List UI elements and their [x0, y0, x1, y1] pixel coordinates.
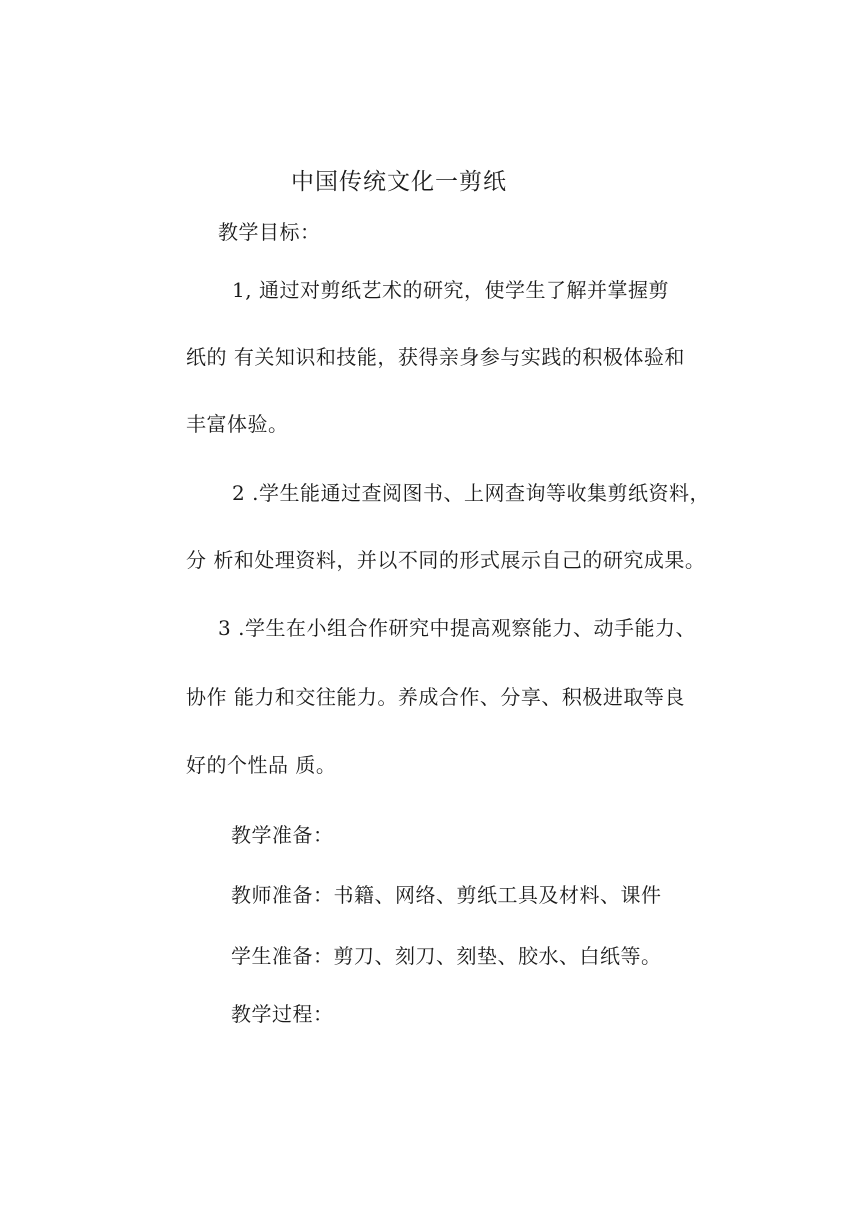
process-heading: 教学过程：	[231, 1002, 334, 1026]
objectives-heading: 教学目标：	[218, 220, 321, 244]
preparation-heading: 教学准备：	[231, 823, 334, 847]
objective-1-line-3: 丰富体验。	[186, 412, 289, 436]
objective-1-line-2: 纸的 有关知识和技能，获得亲身参与实践的积极体验和	[186, 345, 685, 369]
objective-1-line-1: 1, 通过对剪纸艺术的研究，使学生了解并掌握剪	[232, 278, 669, 302]
objective-3-line-2: 协作 能力和交往能力。养成合作、分享、积极进取等良	[186, 685, 685, 709]
student-preparation: 学生准备：剪刀、刻刀、刻垫、胶水、白纸等。	[231, 944, 662, 968]
objective-3-line-1: 3 .学生在小组合作研究中提高观察能力、动手能力、	[218, 616, 696, 640]
objective-2-line-1: 2 .学生能通过查阅图书、上网查询等收集剪纸资料，	[232, 481, 710, 505]
objective-2-line-2: 分 析和处理资料，并以不同的形式展示自己的研究成果。	[186, 548, 706, 572]
objective-3-line-3: 好的个性品 质。	[186, 753, 337, 777]
document-title: 中国传统文化一剪纸	[291, 169, 507, 195]
teacher-preparation: 教师准备：书籍、网络、剪纸工具及材料、课件	[231, 883, 662, 907]
